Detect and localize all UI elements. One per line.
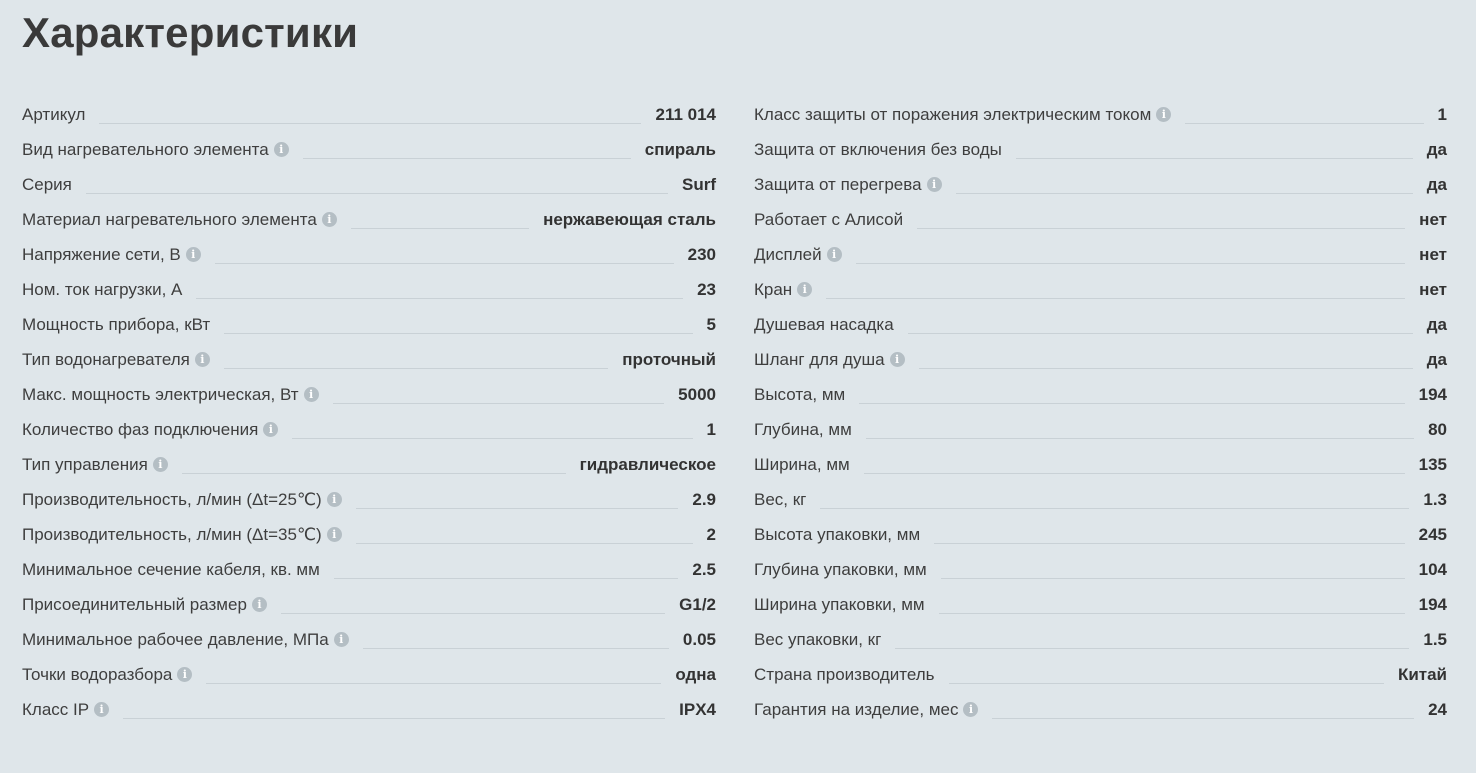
spec-label [754, 202, 903, 237]
spec-row [22, 342, 716, 377]
spec-label [22, 657, 192, 692]
spec-label [754, 132, 1002, 167]
dotted-leader [1185, 122, 1423, 124]
spec-row [22, 447, 716, 482]
spec-value: 0.05 [682, 630, 716, 649]
spec-value: одна [675, 665, 716, 684]
spec-row [754, 97, 1447, 132]
dotted-leader [866, 437, 1414, 439]
spec-row [22, 167, 716, 202]
info-icon[interactable]: i [963, 702, 978, 717]
info-icon[interactable]: i [274, 142, 289, 157]
spec-label-text: Душевая насадка [754, 315, 894, 334]
spec-label-text: Гарантия на изделие, мес [754, 700, 959, 719]
spec-value: 80 [1428, 420, 1447, 439]
spec-label-text: Защита от включения без воды [754, 140, 1002, 159]
spec-label-text: Тип водонагревателя [22, 350, 190, 369]
dotted-leader [941, 577, 1405, 579]
spec-row [22, 202, 716, 237]
spec-label [22, 622, 349, 657]
spec-label-text: Присоединительный размер [22, 595, 247, 614]
spec-label-text: Производительность, л/мин (Δt=25℃) [22, 490, 322, 509]
info-icon[interactable]: i [797, 282, 812, 297]
info-icon[interactable]: i [322, 212, 337, 227]
dotted-leader [864, 472, 1405, 474]
spec-label [754, 97, 1171, 132]
dotted-leader [215, 262, 674, 264]
spec-value: проточный [622, 350, 716, 369]
dotted-leader [86, 192, 668, 194]
spec-label-text: Работает с Алисой [754, 210, 904, 229]
dotted-leader [934, 542, 1404, 544]
spec-label-text: Ном. ток нагрузки, А [22, 280, 183, 299]
spec-label [22, 482, 342, 517]
spec-label [754, 412, 852, 447]
dotted-leader [281, 612, 665, 614]
spec-label [754, 552, 927, 587]
info-icon[interactable]: i [177, 667, 192, 682]
spec-row [754, 622, 1447, 657]
spec-label-text: Вид нагревательного элемента [22, 140, 269, 159]
info-icon[interactable]: i [327, 527, 342, 542]
spec-label [22, 377, 319, 412]
spec-label-text: Глубина упаковки, мм [754, 560, 927, 579]
dotted-leader [123, 717, 665, 719]
spec-label [22, 552, 320, 587]
spec-value: да [1426, 350, 1447, 369]
spec-label-text: Высота, мм [754, 385, 846, 404]
spec-label [22, 202, 337, 237]
dotted-leader [820, 507, 1409, 509]
info-icon[interactable]: i [927, 177, 942, 192]
spec-row [22, 237, 716, 272]
spec-row [754, 657, 1447, 692]
spec-row [754, 307, 1447, 342]
spec-label-text: Минимальное рабочее давление, МПа [22, 630, 329, 649]
dotted-leader [351, 227, 529, 229]
spec-row [22, 97, 716, 132]
spec-value: да [1426, 315, 1447, 334]
spec-row [22, 657, 716, 692]
spec-row [754, 412, 1447, 447]
spec-label [754, 657, 935, 692]
dotted-leader [206, 682, 661, 684]
dotted-leader [334, 577, 679, 579]
spec-value: 2 [706, 525, 716, 544]
spec-row [754, 692, 1447, 727]
spec-label-text: Производительность, л/мин (Δt=35℃) [22, 525, 322, 544]
specs-column-right [754, 97, 1447, 727]
spec-row [22, 552, 716, 587]
dotted-leader [224, 367, 608, 369]
spec-label-text: Вес, кг [754, 490, 807, 509]
spec-value: 23 [697, 280, 716, 299]
spec-value: 24 [1428, 700, 1447, 719]
spec-label-text: Серия [22, 175, 72, 194]
dotted-leader [919, 367, 1413, 369]
spec-value: Surf [682, 175, 716, 194]
spec-label [754, 692, 978, 727]
spec-label [754, 447, 850, 482]
spec-label [22, 517, 342, 552]
dotted-leader [99, 122, 641, 124]
info-icon[interactable]: i [186, 247, 201, 262]
spec-label-text: Шланг для душа [754, 350, 885, 369]
spec-value: Китай [1397, 665, 1447, 684]
info-icon[interactable]: i [94, 702, 109, 717]
dotted-leader [1016, 157, 1413, 159]
spec-row [22, 622, 716, 657]
spec-value: спираль [644, 140, 716, 159]
spec-value: 135 [1418, 455, 1447, 474]
spec-row [754, 132, 1447, 167]
dotted-leader [182, 472, 566, 474]
dotted-leader [917, 227, 1405, 229]
spec-row [22, 307, 716, 342]
info-icon[interactable]: i [252, 597, 267, 612]
spec-label-text: Страна производитель [754, 665, 935, 684]
spec-value: 1 [706, 420, 716, 439]
spec-label-text: Класс защиты от поражения электрическим током [754, 105, 1152, 124]
spec-value: 104 [1418, 560, 1447, 579]
spec-value: 211 014 [655, 105, 716, 124]
dotted-leader [333, 402, 665, 404]
spec-label-text: Дисплей [754, 245, 822, 264]
dotted-leader [908, 332, 1413, 334]
spec-label-text: Тип управления [22, 455, 148, 474]
spec-row [754, 587, 1447, 622]
spec-row [754, 342, 1447, 377]
spec-value: нет [1419, 280, 1447, 299]
spec-value: гидравлическое [579, 455, 716, 474]
spec-label-text: Защита от перегрева [754, 175, 922, 194]
dotted-leader [356, 507, 679, 509]
spec-value: 2.5 [692, 560, 716, 579]
info-icon[interactable]: i [334, 632, 349, 647]
spec-row [754, 517, 1447, 552]
spec-value: 194 [1418, 385, 1447, 404]
spec-label-text: Ширина, мм [754, 455, 850, 474]
spec-value: 1.3 [1423, 490, 1447, 509]
specs-column-left [22, 97, 716, 727]
spec-label-text: Напряжение сети, В [22, 245, 181, 264]
dotted-leader [303, 157, 631, 159]
spec-label [22, 412, 278, 447]
spec-label-text: Кран [754, 280, 793, 299]
spec-label [754, 622, 881, 657]
dotted-leader [856, 262, 1406, 264]
page-title: Характеристики [22, 9, 359, 56]
spec-row [754, 447, 1447, 482]
spec-label-text: Мощность прибора, кВт [22, 315, 211, 334]
dotted-leader [224, 332, 692, 334]
info-icon[interactable]: i [195, 352, 210, 367]
spec-row [754, 167, 1447, 202]
spec-label [22, 342, 210, 377]
dotted-leader [949, 682, 1384, 684]
spec-value: 230 [687, 245, 716, 264]
info-icon[interactable]: i [827, 247, 842, 262]
spec-row [754, 272, 1447, 307]
dotted-leader [859, 402, 1404, 404]
spec-label-text: Макс. мощность электрическая, Вт [22, 385, 299, 404]
spec-value: IPX4 [679, 700, 716, 719]
spec-label [22, 272, 182, 307]
spec-label [754, 237, 842, 272]
info-icon[interactable]: i [890, 352, 905, 367]
spec-row [754, 202, 1447, 237]
info-icon[interactable]: i [304, 387, 319, 402]
spec-row [22, 517, 716, 552]
info-icon[interactable]: i [327, 492, 342, 507]
spec-row [754, 482, 1447, 517]
spec-value: нет [1419, 210, 1447, 229]
spec-label [754, 342, 905, 377]
spec-label-text: Класс IP [22, 700, 90, 719]
spec-label [22, 167, 72, 202]
spec-label [22, 692, 109, 727]
spec-value: 1.5 [1423, 630, 1447, 649]
spec-label [754, 307, 894, 342]
spec-row [22, 482, 716, 517]
spec-label-text: Точки водоразбора [22, 665, 173, 684]
spec-value: 194 [1418, 595, 1447, 614]
spec-value: нержавеющая сталь [543, 210, 716, 229]
spec-label-text: Количество фаз подключения [22, 420, 259, 439]
spec-label [22, 237, 201, 272]
dotted-leader [992, 717, 1414, 719]
spec-label [22, 307, 210, 342]
info-icon[interactable]: i [263, 422, 278, 437]
dotted-leader [939, 612, 1405, 614]
spec-label [754, 167, 942, 202]
spec-row [22, 692, 716, 727]
spec-label-text: Ширина упаковки, мм [754, 595, 925, 614]
spec-value: нет [1419, 245, 1447, 264]
dotted-leader [956, 192, 1413, 194]
info-icon[interactable]: i [153, 457, 168, 472]
spec-label [22, 447, 168, 482]
spec-label [754, 482, 806, 517]
spec-label [754, 272, 812, 307]
spec-row [22, 377, 716, 412]
dotted-leader [196, 297, 683, 299]
dotted-leader [292, 437, 692, 439]
spec-row [754, 377, 1447, 412]
spec-row [754, 552, 1447, 587]
spec-row [22, 272, 716, 307]
spec-label-text: Вес упаковки, кг [754, 630, 882, 649]
spec-value: 2.9 [692, 490, 716, 509]
spec-label [22, 587, 267, 622]
spec-label [754, 517, 920, 552]
spec-label [754, 377, 845, 412]
spec-value: 5000 [678, 385, 716, 404]
spec-value: 5 [706, 315, 716, 334]
spec-label-text: Минимальное сечение кабеля, кв. мм [22, 560, 320, 579]
dotted-leader [363, 647, 669, 649]
spec-label-text: Глубина, мм [754, 420, 852, 439]
spec-row [22, 587, 716, 622]
spec-row [754, 237, 1447, 272]
spec-label [754, 587, 925, 622]
dotted-leader [895, 647, 1409, 649]
spec-label-text: Материал нагревательного элемента [22, 210, 317, 229]
spec-value: G1/2 [679, 595, 716, 614]
info-icon[interactable]: i [1156, 107, 1171, 122]
dotted-leader [826, 297, 1405, 299]
spec-value: 1 [1437, 105, 1447, 124]
spec-label-text: Высота упаковки, мм [754, 525, 921, 544]
dotted-leader [356, 542, 693, 544]
spec-row [22, 412, 716, 447]
spec-value: 245 [1418, 525, 1447, 544]
spec-value: да [1426, 175, 1447, 194]
spec-row [22, 132, 716, 167]
spec-label [22, 132, 289, 167]
spec-value: да [1426, 140, 1447, 159]
spec-label-text: Артикул [22, 105, 86, 124]
spec-label [22, 97, 85, 132]
